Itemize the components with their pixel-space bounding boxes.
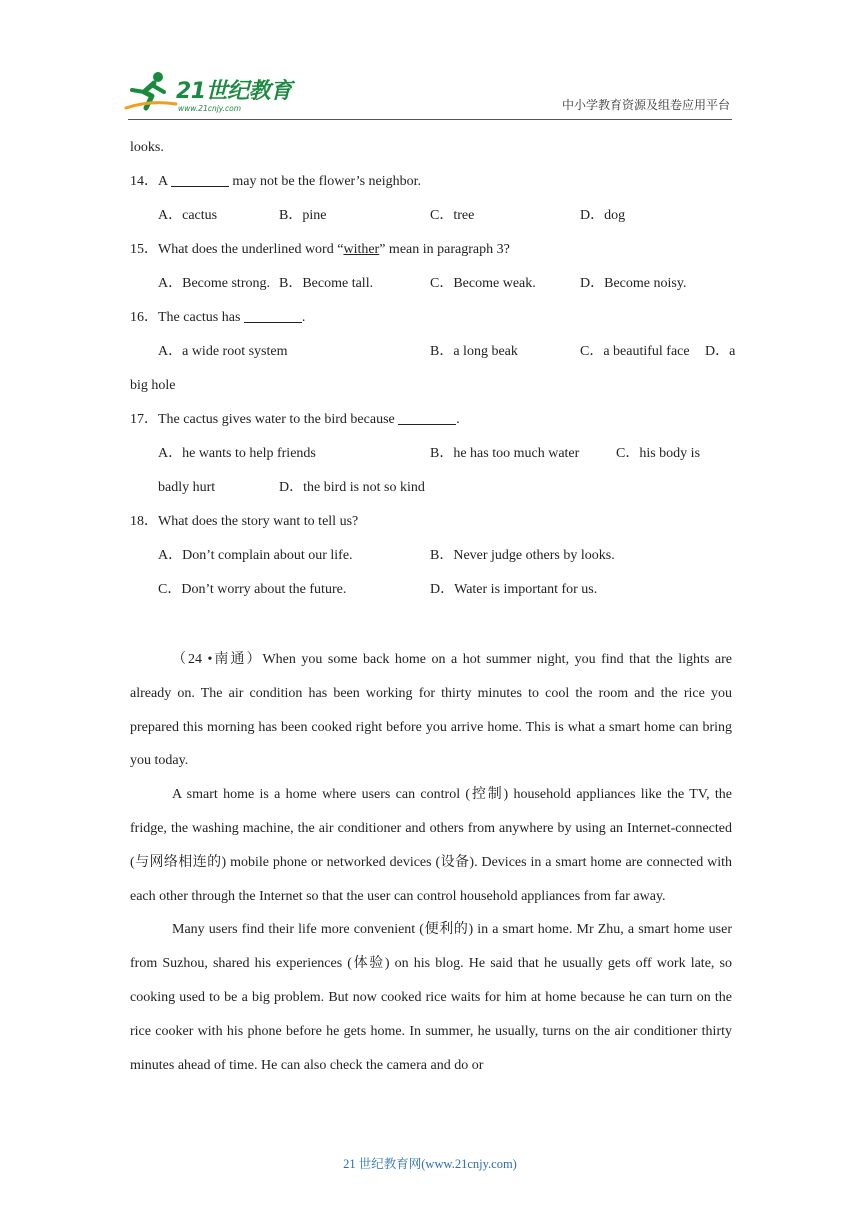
logo-url: www.21cnjy.com — [178, 104, 242, 113]
option-c: C．a beautiful face — [580, 344, 690, 359]
option-c: C．Don’t worry about the future. — [158, 582, 347, 597]
option-b: B．Become tall. — [279, 276, 374, 291]
option-b: B．Never judge others by looks. — [430, 548, 615, 563]
option-c-continued: badly hurt — [158, 480, 216, 495]
option-b: B．a long beak — [430, 344, 518, 359]
answer-blank — [171, 169, 229, 187]
option-d: D．the bird is not so kind — [279, 480, 425, 495]
option-a: A．he wants to help friends — [158, 446, 316, 461]
question-18-options — [130, 541, 732, 575]
question-14-options — [130, 201, 732, 235]
header-tagline: 中小学教育资源及组卷应用平台 — [561, 98, 730, 112]
passage-paragraph-2: A smart home is a home where users can control (控制) household appliances like the TV, the fridge, the washing machine, the air conditioner and others from anywhere by using an Internet-connected (与网络相连的) mobile phone or networked devices (设备). Devices in a smart home are connected with each other through the Internet so that the user can control household appliances from far away. — [130, 787, 732, 904]
site-logo — [122, 70, 292, 118]
question-18-stem: 18．What does the story want to tell us? — [130, 514, 359, 529]
stem-text: 14．A — [130, 174, 171, 189]
option-d: D．a — [705, 344, 736, 359]
passage-paragraph-1: （24 •南通）When you some back home on a hot summer night, you find that the lights are already on. The air condition has been working for thirty minutes to cool the room and the rice you prepared this morning has been cooked right before you arrive home. This is what a smart home can bring you today. — [130, 652, 732, 769]
option-d: D．Water is important for us. — [430, 582, 598, 597]
option-c: C．tree — [430, 208, 475, 223]
stem-text: may not be the flower’s neighbor. — [228, 174, 422, 189]
option-c: C．his body is — [616, 446, 701, 461]
question-15-options — [130, 269, 732, 303]
passage-paragraph-3: Many users find their life more convenient (便利的) in a smart home. Mr Zhu, a smart home user from Suzhou, shared his experiences (体验) on his blog. He said that he usually gets off work late, so cooking used to be a big problem. But now cooked rice waits for him at home because he can turn on the rice cooker with his phone before he gets home. In summer, he usually, turns on the air conditioner thirty minutes ahead of time. He can also check the camera and do or — [130, 922, 732, 1073]
option-c: C．Become weak. — [430, 276, 536, 291]
question-18-options-2 — [130, 575, 732, 609]
question-15-stem — [130, 235, 732, 269]
option-b: B．pine — [279, 208, 327, 223]
question-17-stem — [130, 405, 732, 439]
option-a: A．Become strong. — [158, 276, 270, 291]
option-d: D．dog — [580, 208, 626, 223]
stem-text: . — [301, 310, 306, 325]
question-17-options — [130, 439, 732, 473]
logo-text: 21世纪教育 — [176, 79, 292, 104]
question-14-stem — [130, 167, 732, 201]
page-header — [0, 0, 860, 125]
underlined-word: wither — [343, 242, 380, 257]
option-a: A．Don’t complain about our life. — [158, 548, 353, 563]
stem-text: 15．What does the underlined word “ — [130, 242, 344, 257]
answer-blank — [398, 407, 456, 425]
option-d: D．Become noisy. — [580, 276, 687, 291]
stem-text: 17．The cactus gives water to the bird because — [130, 412, 399, 427]
section-gap — [130, 609, 732, 643]
question-16-wrap: big hole — [130, 378, 176, 393]
header-divider — [128, 119, 732, 120]
runner-icon — [122, 70, 178, 114]
page-content — [130, 133, 736, 1082]
option-b: B．he has too much water — [430, 446, 580, 461]
carry-over-text: looks. — [130, 140, 164, 155]
stem-text: . — [456, 412, 460, 427]
answer-blank — [244, 305, 302, 323]
question-16-stem — [130, 303, 732, 337]
question-16-options — [130, 337, 736, 371]
stem-text: 16．The cactus has — [130, 310, 244, 325]
option-a: A．cactus — [158, 208, 218, 223]
stem-text: ” mean in paragraph 3? — [379, 242, 510, 257]
option-a: A．a wide root system — [158, 344, 288, 359]
question-17-wrap — [130, 473, 732, 507]
page-footer: 21 世纪教育网(www.21cnjy.com) — [343, 1157, 517, 1171]
